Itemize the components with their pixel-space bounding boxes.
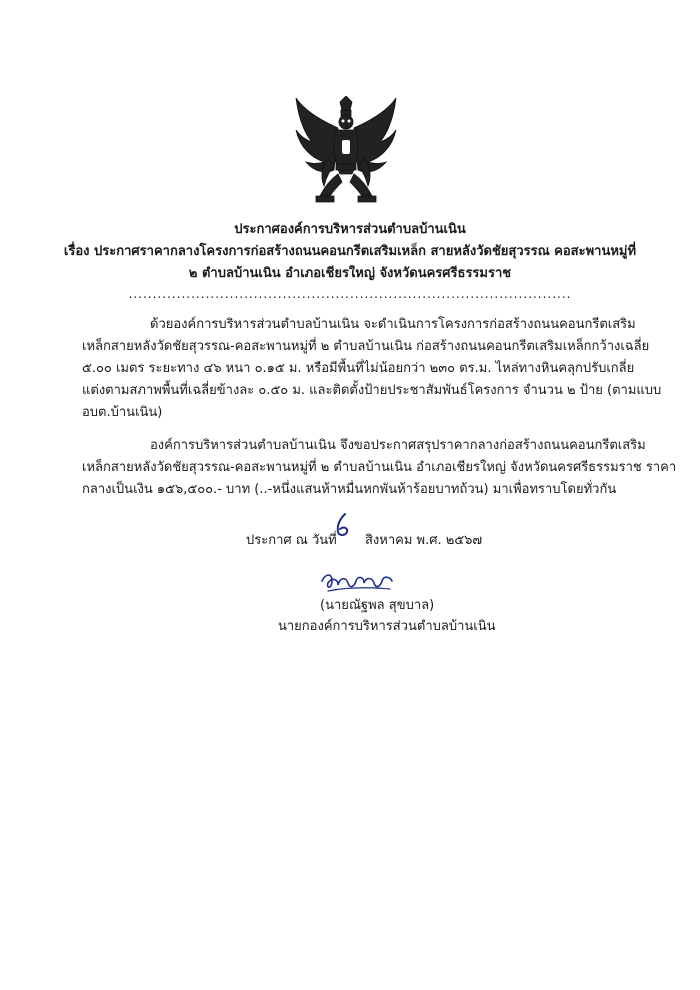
paragraph-2-line-3: กลางเป็นเงิน ๑๕๖,๕๐๐.- บาท (..-หนึ่งแสนห้าหมื่นหกพันห้าร้อยบาทถ้วน) มาเพื่อทราบโดยทั่วกัน [82, 482, 617, 497]
paragraph-1-line-3: ๕.๐๐ เมตร ระยะทาง ๔๖ หนา ๐.๑๕ ม. หรือมีพื้นที่ไม่น้อยกว่า ๒๓๐ ตร.ม. ไหล่ทางหินคลุกปรับเกลี่ย [82, 361, 635, 376]
signer-position: นายกองค์การบริหารส่วนตำบลบ้านเนิน [278, 619, 496, 634]
subject-line: เรื่อง ประกาศราคากลางโครงการก่อสร้างถนนคอนกรีตเสริมเหล็ก สายหลังวัดชัยสุวรรณ คอสะพานหมู่ที่ [63, 244, 637, 259]
subject-location: ๒ ตำบลบ้านเนิน อำเภอเชียรใหญ่ จังหวัดนครศรีธรรมราช [188, 266, 512, 281]
paragraph-2-line-1: องค์การบริหารส่วนตำบลบ้านเนิน จึงขอประกาศสรุปราคากลางก่อสร้างถนนคอนกรีตเสริม [150, 438, 646, 453]
paragraph-1-line-2: เหล็กสายหลังวัดชัยสุวรรณ-คอสะพานหมู่ที่ ๒ ตำบลบ้านเนิน ก่อสร้างถนนคอนกรีตเสริมเหล็กกว้างเฉลี่ย [82, 339, 650, 354]
paragraph-1-line-1: ด้วยองค์การบริหารส่วนตำบลบ้านเนิน จะดำเนินการโครงการก่อสร้างถนนคอนกรีตเสริม [150, 317, 636, 332]
separator-dots: ............................................................................................ [128, 287, 572, 301]
announce-prefix: ประกาศ ณ วันที่ [246, 533, 337, 548]
paragraph-2-line-2: เหล็กสายหลังวัดชัยสุวรรณ-คอสะพานหมู่ที่ ๒ ตำบลบ้านเนิน อำเภอเชียรใหญ่ จังหวัดนครศรีธรรมราช ราคา [82, 460, 677, 475]
announce-suffix: สิงหาคม พ.ศ. ๒๕๖๗ [365, 533, 483, 548]
signature-mark [318, 567, 398, 597]
paragraph-1-line-5: อบต.บ้านเนิน) [82, 405, 163, 420]
signer-name: (นายณัฐพล สุขบาล) [320, 598, 435, 613]
announcement-title: ประกาศองค์การบริหารส่วนตำบลบ้านเนิน [234, 222, 466, 237]
handwritten-day [333, 512, 353, 538]
garuda-emblem [290, 96, 402, 208]
paragraph-1-line-4: แต่งตามสภาพพื้นที่เฉลี่ยข้างละ ๐.๕๐ ม. และติดตั้งป้ายประชาสัมพันธ์โครงการ จำนวน ๒ ป้าย (ตามแบบ [82, 383, 662, 398]
